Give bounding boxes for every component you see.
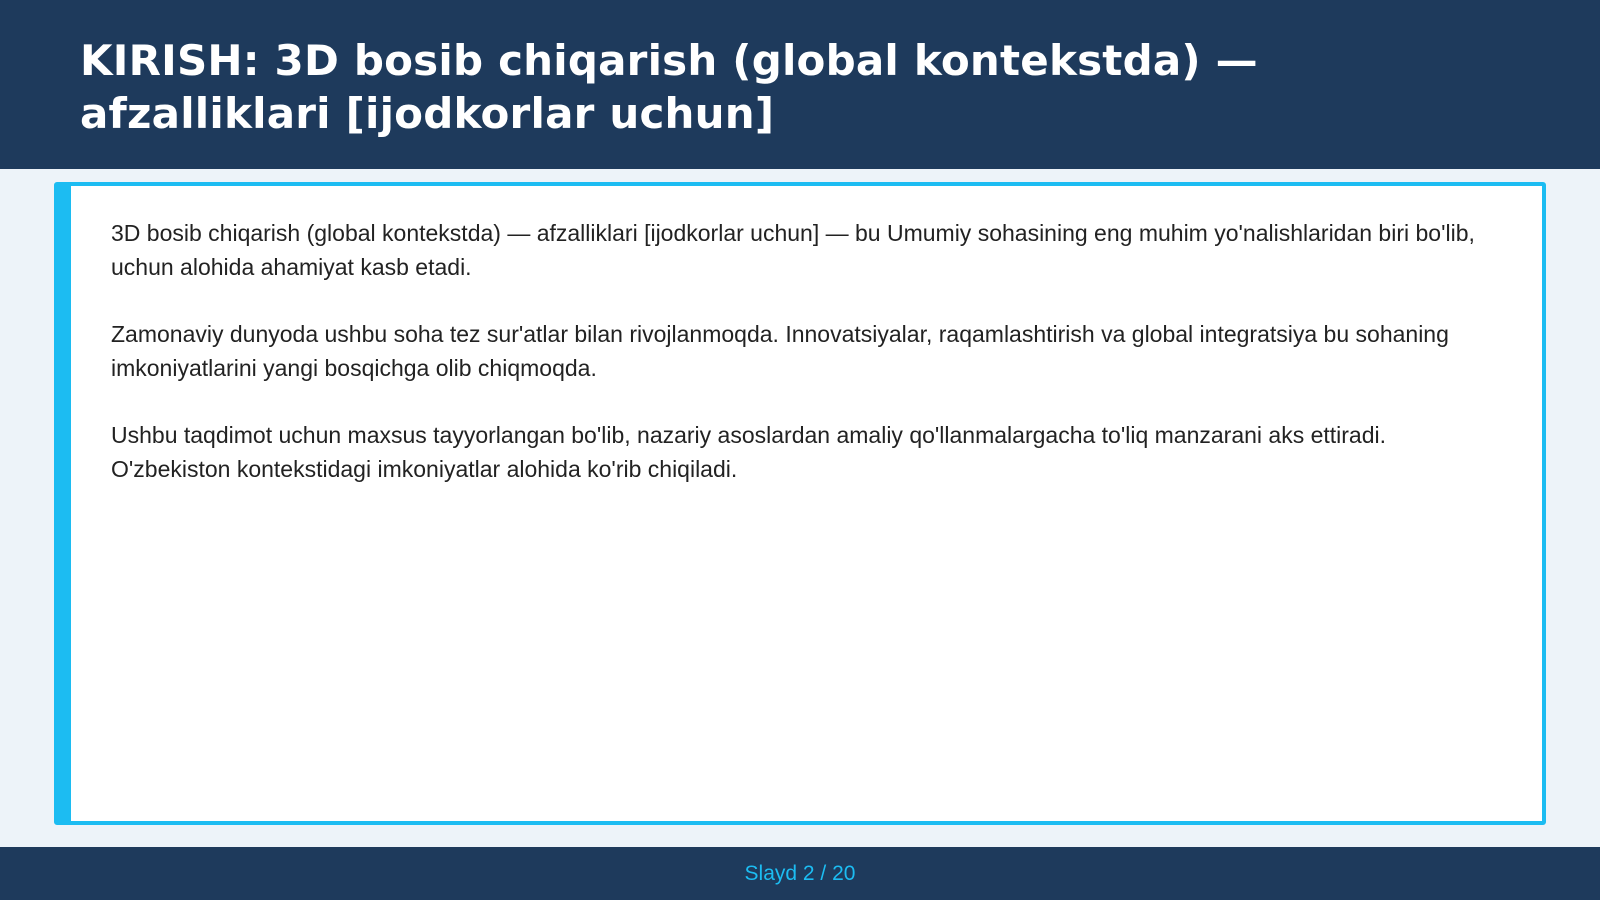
content-paragraph-1: 3D bosib chiqarish (global kontekstda) — afzalliklari [ijodkorlar uchun] — bu Umumiy sohasining eng muhim yo'nalishlaridan biri bo'lib, uchun alohida ahamiyat kasb etadi. — [111, 220, 1475, 280]
content-paragraph-2: Zamonaviy dunyoda ushbu soha tez sur'atlar bilan rivojlanmoqda. Innovatsiyalar, raqamlashtirish va global integratsiya bu sohaning imkoniyatlarini yangi bosqichga olib chiqmoqda. — [111, 321, 1449, 381]
slide-header — [0, 0, 1600, 169]
slide-footer — [0, 847, 1600, 900]
slide-counter: Slayd 2 / 20 — [744, 861, 856, 885]
slide-title: KIRISH: 3D bosib chiqarish (global kontekstda) — afzalliklari [ijodkorlar uchun] — [80, 36, 1258, 138]
content-paragraph-3: Ushbu taqdimot uchun maxsus tayyorlangan bo'lib, nazariy asoslardan amaliy qo'llanmalargacha to'liq manzarani aks ettiradi. O'zbekiston kontekstidagi imkoniyatlar alohida ko'rib chiqiladi. — [111, 422, 1387, 482]
content-card — [54, 182, 1546, 825]
